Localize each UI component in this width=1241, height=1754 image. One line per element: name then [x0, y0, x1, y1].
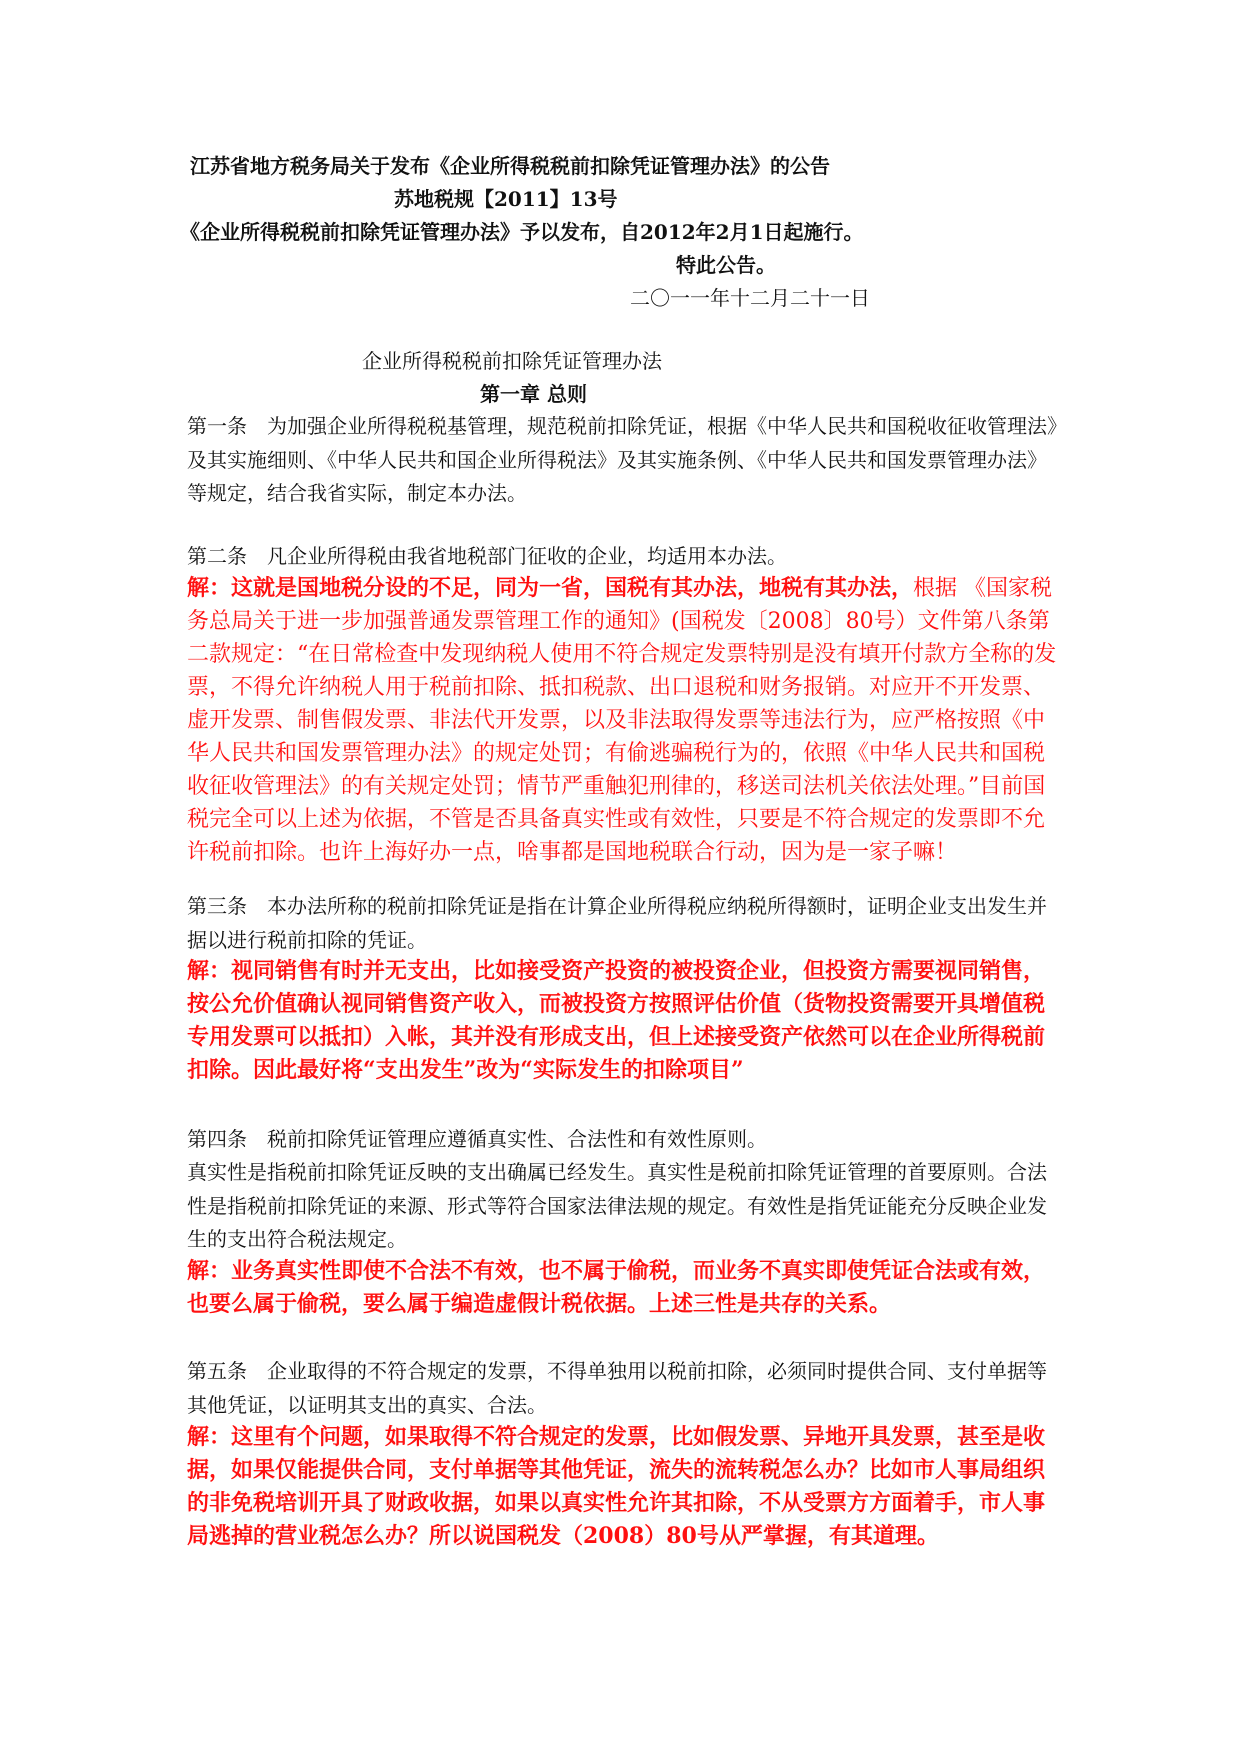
note-3: 解：业务真实性即使不合法不有效，也不属于偷税，而业务不真实即使凭证合法或有效，也要么属于偷税，要么属于编造虚假计税依据。上述三性是共存的关系。	[187, 1258, 1046, 1317]
article-2: 第二条 凡企业所得税由我省地税部门征收的企业，均适用本办法。	[187, 544, 787, 568]
document-number: 苏地税规【2011】13号	[394, 187, 618, 211]
article-5: 第五条 企业取得的不符合规定的发票，不得单独用以税前扣除，必须同时提供合同、支付单据等其他凭证，以证明其支出的真实、合法。	[187, 1359, 1047, 1417]
article-1: 第一条 为加强企业所得税税基管理，规范税前扣除凭证，根据《中华人民共和国税收征收管理法》及其实施细则、《中华人民共和国企业所得税法》及其实施条例、《中华人民共和国发票管理办法》等规定，结合我省实际，制定本办法。	[187, 414, 1057, 505]
announcement-title: 江苏省地方税务局关于发布《企业所得税税前扣除凭证管理办法》的公告	[190, 154, 830, 178]
announcement-date: 二〇一一年十二月二十一日	[630, 286, 870, 310]
note-1-lead: 解：这就是国地税分设的不足，同为一省，国税有其办法，地税有其办法，	[187, 575, 914, 601]
note-2: 解：视同销售有时并无支出，比如接受资产投资的被投资企业，但投资方需要视同销售，按公允价值确认视同销售资产收入，而被投资方按照评估价值（货物投资需要开具增值税专用发票可以抵扣）入帐，其并没有形成支出，但上述接受资产依然可以在企业所得税前扣除。因此最好将“支出发生”改为“实际发生的扣除项目”	[187, 958, 1046, 1083]
announcement-intro: 《企业所得税税前扣除凭证管理办法》予以发布，自2012年2月1日起施行。	[180, 220, 864, 244]
article-3: 第三条 本办法所称的税前扣除凭证是指在计算企业所得税应纳税所得额时，证明企业支出发生并据以进行税前扣除的凭证。	[187, 894, 1047, 952]
note-4: 解：这里有个问题，如果取得不符合规定的发票，比如假发票、异地开具发票，甚至是收据，如果仅能提供合同，支付单据等其他凭证，流失的流转税怎么办？比如市人事局组织的非免税培训开具了财政收据，如果以真实性允许其扣除，不从受票方方面着手，市人事局逃掉的营业税怎么办？所以说国税发（2008）80号从严掌握，有其道理。	[187, 1424, 1046, 1549]
announcement-notice: 特此公告。	[676, 253, 776, 277]
note-1	[187, 572, 1057, 869]
document-title: 企业所得税税前扣除凭证管理办法	[362, 349, 662, 373]
chapter-title: 第一章 总则	[480, 382, 587, 406]
article-4: 第四条 税前扣除凭证管理应遵循真实性、合法性和有效性原则。	[187, 1127, 767, 1151]
note-1-body: 根据 《国家税务总局关于进一步加强普通发票管理工作的通知》(国税发〔2008〕80号）文件第八条第二款规定：“在日常检查中发现纳税人使用不符合规定发票特别是没有填开付款方全称的发票，不得允许纳税人用于税前扣除、抵扣税款、出口退税和财务报销。对应开不开发票、虚开发票、制售假发票、非法代开发票，以及非法取得发票等违法行为，应严格按照《中华人民共和国发票管理办法》的规定处罚；有偷逃骗税行为的，依照《中华人民共和国税收征收管理法》的有关规定处罚；情节严重触犯刑律的，移送司法机关依法处理。”目前国税完全可以上述为依据，不管是否具备真实性或有效性，只要是不符合规定的发票即不允许税前扣除。也许上海好办一点，啥事都是国地税联合行动，因为是一家子嘛！	[187, 576, 1057, 865]
article-4-definitions: 真实性是指税前扣除凭证反映的支出确属已经发生。真实性是税前扣除凭证管理的首要原则。合法性是指税前扣除凭证的来源、形式等符合国家法律法规的规定。有效性是指凭证能充分反映企业发生的支出符合税法规定。	[187, 1160, 1047, 1251]
